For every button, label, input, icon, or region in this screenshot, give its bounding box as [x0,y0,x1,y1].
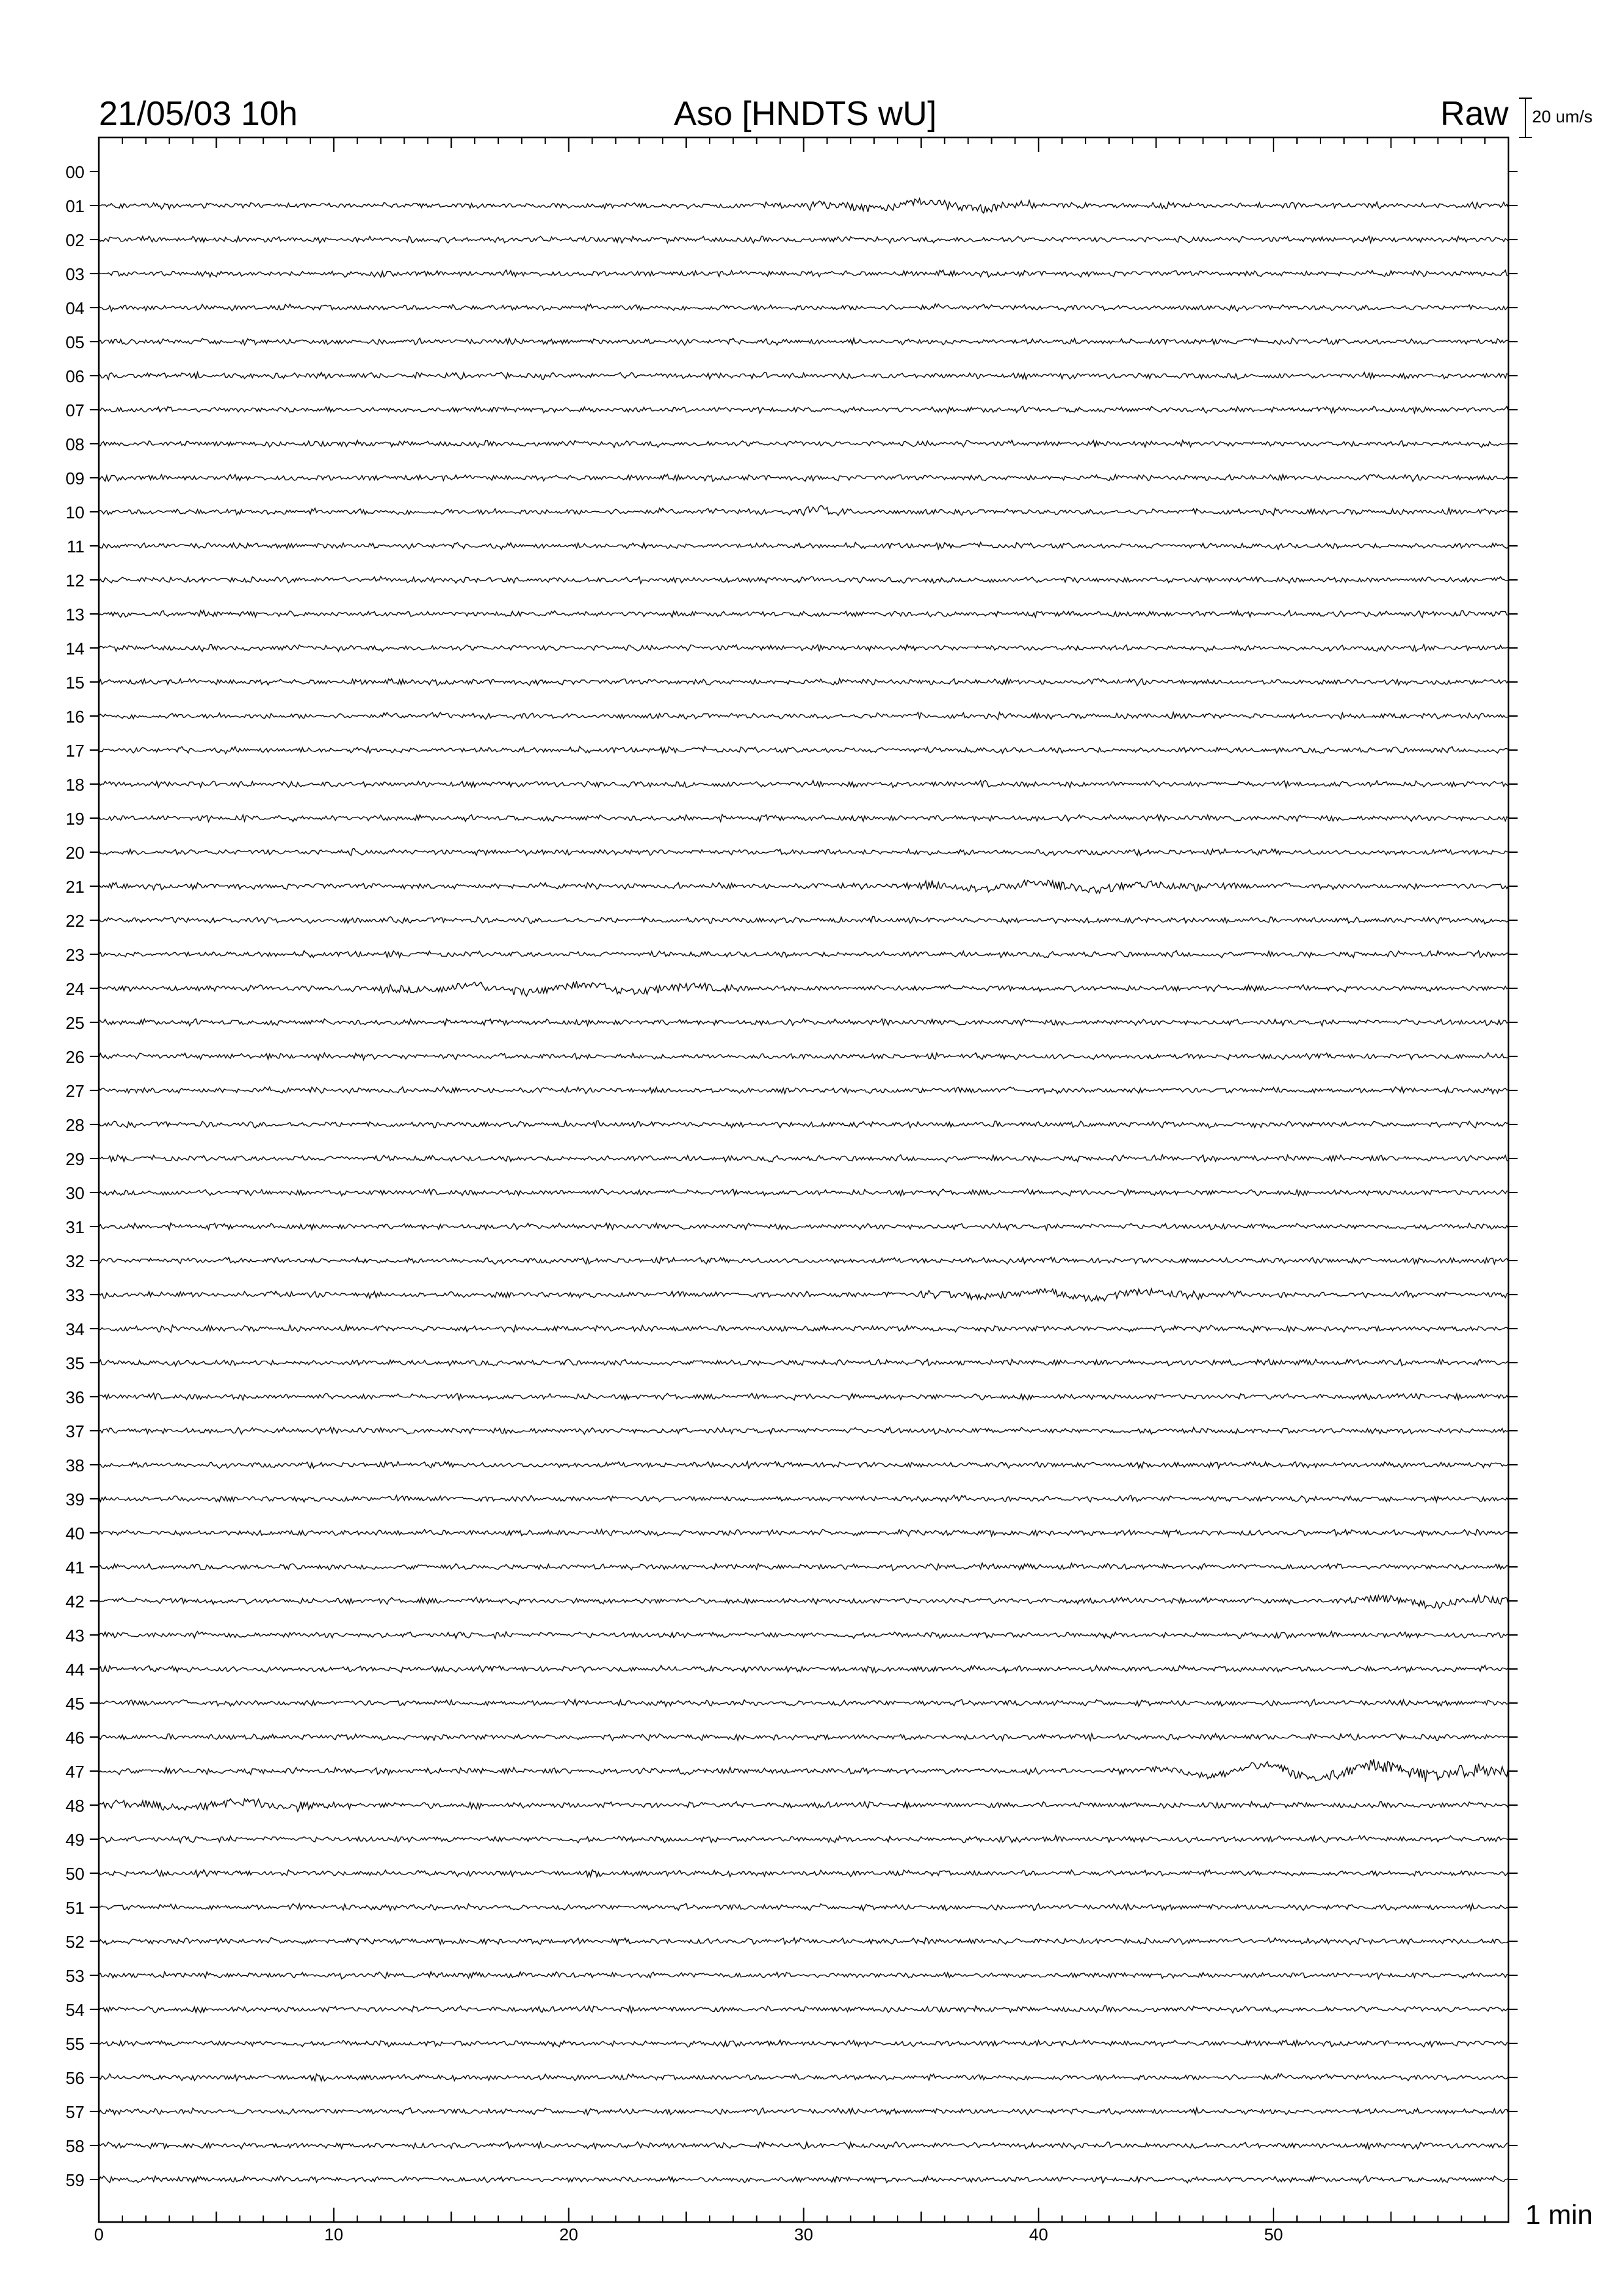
trace-line [99,747,1508,754]
row-label: 13 [65,605,84,624]
trace-line [99,1734,1508,1741]
row-label: 07 [65,401,84,420]
header-datetime: 21/05/03 10h [99,95,298,133]
row-label: 06 [65,367,84,386]
trace-line [99,1325,1508,1333]
x-tick-label: 40 [1029,2225,1048,2244]
row-label: 10 [65,503,84,522]
trace-line [99,880,1508,893]
trace-line [99,1700,1508,1707]
trace-line [99,1427,1508,1435]
trace-line [99,1121,1508,1128]
row-label: 45 [65,1694,84,1713]
row-label: 42 [65,1592,84,1611]
row-label: 17 [65,741,84,761]
trace-line [99,1462,1508,1469]
row-label: 39 [65,1490,84,1509]
trace-line [99,1835,1508,1842]
trace-line [99,1495,1508,1502]
trace-line [99,2108,1508,2115]
row-label: 21 [65,877,84,897]
row-label: 52 [65,1932,84,1952]
amplitude-scale-label: 20 um/s [1532,107,1593,126]
trace-line [99,1189,1508,1196]
row-label: 35 [65,1354,84,1373]
trace-line [99,1971,1508,1979]
row-label: 27 [65,1081,84,1101]
row-label: 47 [65,1762,84,1782]
row-label: 25 [65,1013,84,1033]
trace-line [99,1903,1508,1910]
row-label: 40 [65,1524,84,1543]
row-label: 48 [65,1796,84,1816]
row-label: 32 [65,1251,84,1271]
row-label: 30 [65,1183,84,1203]
trace-line [99,815,1508,822]
trace-line [99,1759,1508,1782]
row-label: 46 [65,1728,84,1748]
trace-line [99,2073,1508,2081]
row-label: 26 [65,1047,84,1067]
trace-line [99,645,1508,652]
trace-line [99,270,1508,278]
row-label: 41 [65,1558,84,1577]
row-label: 44 [65,1660,84,1679]
header-mode: Raw [1440,95,1508,133]
row-label: 37 [65,1422,84,1441]
trace-line [99,780,1508,787]
trace-line [99,543,1508,550]
row-label-group [65,162,1518,2190]
row-label: 55 [65,2034,84,2054]
trace-line [99,372,1508,380]
row-label: 04 [65,298,84,318]
trace-line [99,1870,1508,1877]
trace-line [99,236,1508,243]
trace-line [99,2006,1508,2013]
row-label: 18 [65,775,84,795]
trace-line [99,577,1508,584]
row-label: 08 [65,435,84,454]
row-label: 36 [65,1388,84,1407]
trace-line [99,1155,1508,1162]
row-label: 16 [65,707,84,726]
trace-line [99,610,1508,617]
trace-group [99,198,1508,2183]
x-tick-label: 50 [1264,2225,1283,2244]
x-axis-ticks [94,2208,1508,2244]
row-label: 38 [65,1456,84,1475]
row-label: 34 [65,1319,84,1339]
trace-line [99,406,1508,414]
row-label: 15 [65,673,84,692]
row-label: 09 [65,469,84,488]
amplitude-scale-bar [1519,98,1532,137]
trace-line [99,338,1508,345]
trace-line [99,1563,1508,1570]
row-label: 33 [65,1285,84,1305]
trace-line [99,2040,1508,2047]
row-label: 12 [65,571,84,590]
trace-line [99,1087,1508,1094]
trace-line [99,1289,1508,1301]
row-label: 58 [65,2136,84,2156]
row-label: 51 [65,1898,84,1918]
trace-line [99,506,1508,516]
trace-line [99,1530,1508,1537]
trace-line [99,1393,1508,1401]
trace-line [99,304,1508,311]
row-label: 03 [65,264,84,284]
row-label: 00 [65,162,84,182]
trace-line [99,916,1508,924]
row-label: 20 [65,843,84,863]
row-label: 19 [65,809,84,829]
time-unit-label: 1 min [1525,2199,1593,2230]
row-label: 49 [65,1830,84,1850]
trace-line [99,1257,1508,1265]
trace-line [99,1666,1508,1673]
trace-line [99,1595,1508,1609]
row-label: 28 [65,1115,84,1135]
row-label: 23 [65,945,84,965]
row-label: 05 [65,332,84,352]
row-label: 50 [65,1864,84,1884]
trace-line [99,1053,1508,1060]
trace-line [99,440,1508,448]
row-label: 14 [65,639,84,658]
row-label: 54 [65,2000,84,2020]
trace-line [99,198,1508,213]
trace-line [99,981,1508,996]
row-label: 57 [65,2102,84,2122]
trace-line [99,1799,1508,1812]
trace-line [99,1359,1508,1367]
trace-line [99,950,1508,958]
trace-line [99,848,1508,855]
trace-line [99,1223,1508,1230]
trace-line [99,712,1508,719]
row-label: 59 [65,2170,84,2190]
x-tick-label: 30 [794,2225,813,2244]
trace-line [99,475,1508,482]
row-label: 31 [65,1217,84,1237]
trace-line [99,1632,1508,1639]
trace-line [99,1019,1508,1026]
x-tick-label: 10 [324,2225,344,2244]
trace-line [99,2176,1508,2183]
header-station: Aso [HNDTS wU] [674,95,937,133]
row-label: 01 [65,196,84,216]
x-tick-label: 20 [559,2225,579,2244]
row-label: 02 [65,230,84,250]
row-label: 11 [67,537,84,556]
row-label: 56 [65,2068,84,2088]
row-label: 29 [65,1149,84,1169]
row-label: 53 [65,1966,84,1986]
row-label: 22 [65,911,84,931]
row-label: 24 [65,979,84,999]
trace-line [99,1938,1508,1945]
row-label: 43 [65,1626,84,1645]
trace-line [99,2142,1508,2149]
x-tick-label: 0 [94,2225,104,2244]
trace-line [99,679,1508,686]
